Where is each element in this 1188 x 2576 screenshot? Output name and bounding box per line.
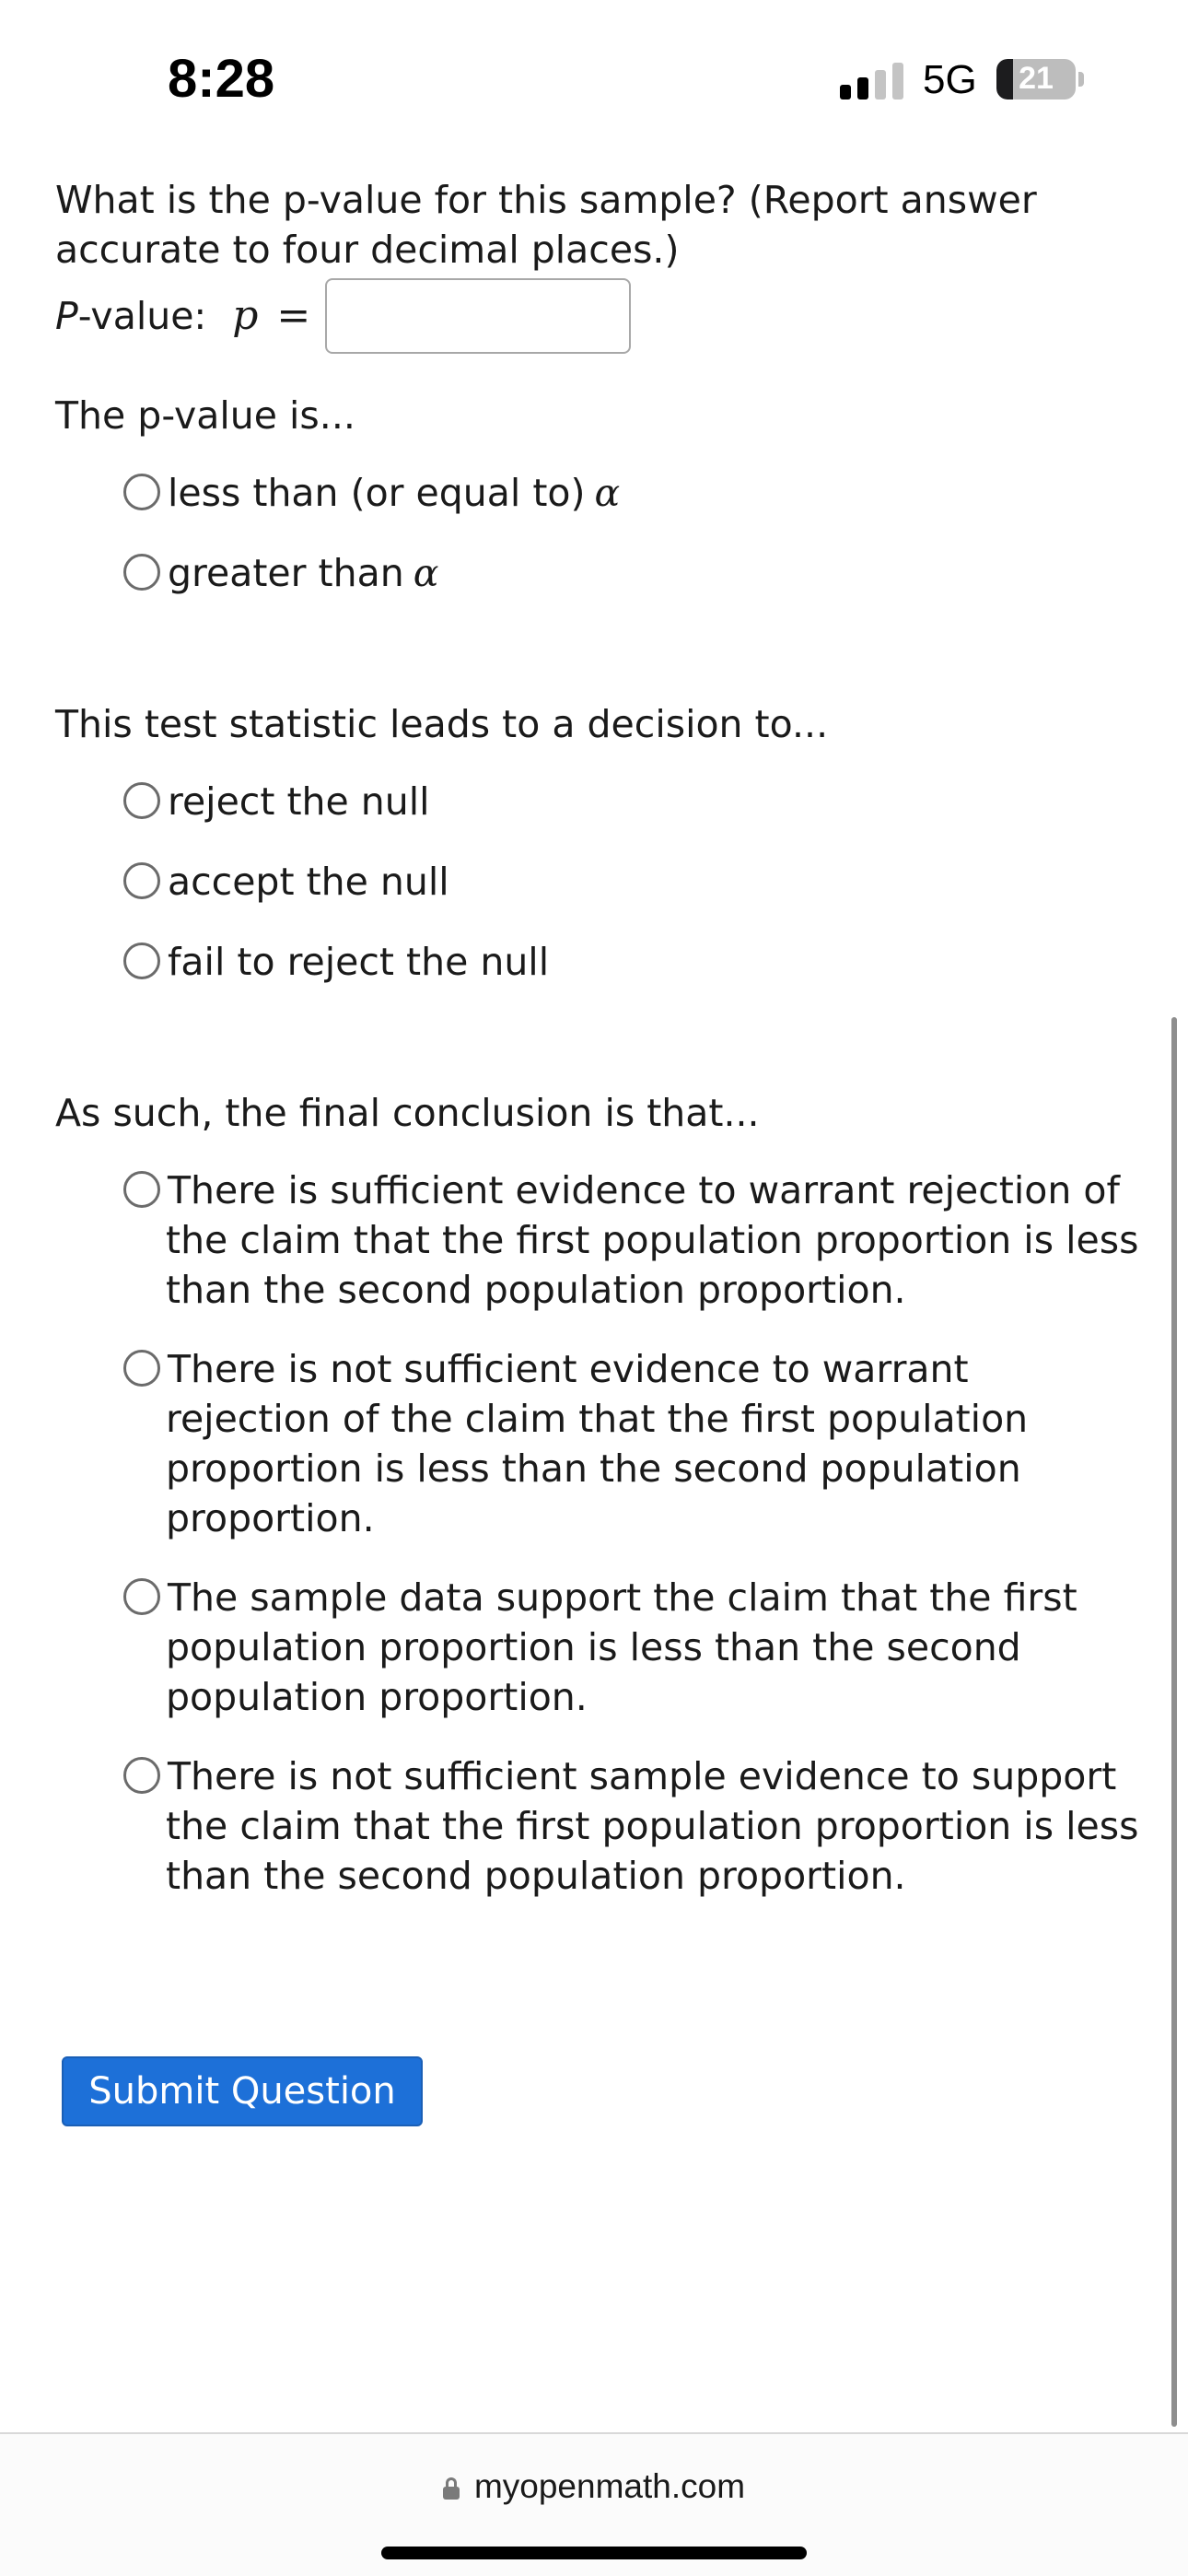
radio-option-conclusion-4[interactable] — [123, 1751, 1142, 1901]
pvalue-prompt: What is the p-value for this sample? (Report answer accurate to four decimal places.) — [55, 178, 1037, 272]
scrollbar[interactable] — [1171, 1017, 1177, 2427]
radio-button[interactable] — [123, 943, 160, 979]
submit-question-button[interactable]: Submit Question — [62, 2056, 423, 2126]
battery-tip — [1078, 72, 1084, 87]
battery-icon — [996, 59, 1076, 100]
pvalue-math-var: p — [232, 292, 259, 339]
radio-option-fail-to-reject-null[interactable] — [123, 937, 1142, 987]
option-label: accept the null — [168, 860, 449, 904]
pvalue-row — [55, 275, 1142, 357]
option-label: There is not sufficient sample evidence to support the claim that the first population proportion is less than the second population proportion. — [166, 1754, 1139, 1898]
conclusion-options — [123, 1165, 1142, 1901]
radio-button[interactable] — [123, 862, 160, 899]
pvalue-input[interactable] — [325, 278, 631, 354]
signal-bar — [892, 63, 903, 100]
address-bar[interactable] — [0, 2467, 1188, 2506]
status-bar — [0, 0, 1188, 157]
conclusion-prompt: As such, the final conclusion is that... — [55, 1091, 760, 1135]
signal-bar — [857, 77, 868, 100]
option-label: There is sufficient evidence to warrant rejection of the claim that the first population proportion is less than the second population proportion. — [166, 1168, 1139, 1312]
radio-option-conclusion-1[interactable] — [123, 1165, 1142, 1315]
option-label: There is not sufficient evidence to warrant rejection of the claim that the first population proportion is less than the second population proportion. — [166, 1347, 1029, 1540]
pvalue-compare-options — [123, 468, 1142, 598]
status-time: 8:28 — [168, 49, 275, 109]
pvalue-label-letter: P — [55, 294, 78, 338]
alpha-symbol: α — [594, 471, 621, 515]
alpha-symbol: α — [413, 551, 439, 595]
network-type: 5G — [923, 57, 977, 102]
radio-button[interactable] — [123, 1171, 160, 1208]
question-content — [55, 175, 1142, 1930]
signal-bar — [875, 70, 886, 100]
cellular-signal-icon — [840, 61, 906, 100]
pvalue-label — [55, 291, 206, 341]
radio-option-less-than-alpha[interactable] — [123, 468, 1142, 518]
radio-option-accept-null[interactable] — [123, 857, 1142, 907]
radio-option-conclusion-3[interactable] — [123, 1573, 1142, 1722]
radio-button[interactable] — [123, 554, 160, 591]
signal-bar — [840, 85, 851, 100]
decision-prompt: This test statistic leads to a decision to... — [55, 702, 829, 746]
home-indicator[interactable] — [381, 2547, 807, 2559]
radio-button[interactable] — [123, 1578, 160, 1615]
option-label: less than (or equal to) — [168, 471, 586, 515]
radio-option-reject-null[interactable] — [123, 777, 1142, 826]
option-label: The sample data support the claim that the first population proportion is less than the second population proportion. — [166, 1575, 1077, 1719]
radio-button[interactable] — [123, 1350, 160, 1387]
radio-button[interactable] — [123, 782, 160, 819]
option-label: greater than — [168, 551, 404, 595]
battery-level: 21 — [1019, 61, 1054, 96]
radio-button[interactable] — [123, 1757, 160, 1794]
pvalue-math-eq: = — [276, 292, 311, 339]
option-label: fail to reject the null — [168, 940, 550, 984]
radio-option-conclusion-2[interactable] — [123, 1344, 1142, 1543]
url-text: myopenmath.com — [473, 2467, 746, 2505]
pvalue-label-rest: -value: — [77, 294, 207, 338]
radio-option-greater-than-alpha[interactable] — [123, 548, 1142, 598]
lock-icon — [443, 2477, 460, 2500]
decision-options — [123, 777, 1142, 987]
radio-button[interactable] — [123, 474, 160, 510]
pvalue-compare-prompt: The p-value is... — [55, 393, 355, 438]
option-label: reject the null — [168, 779, 430, 824]
